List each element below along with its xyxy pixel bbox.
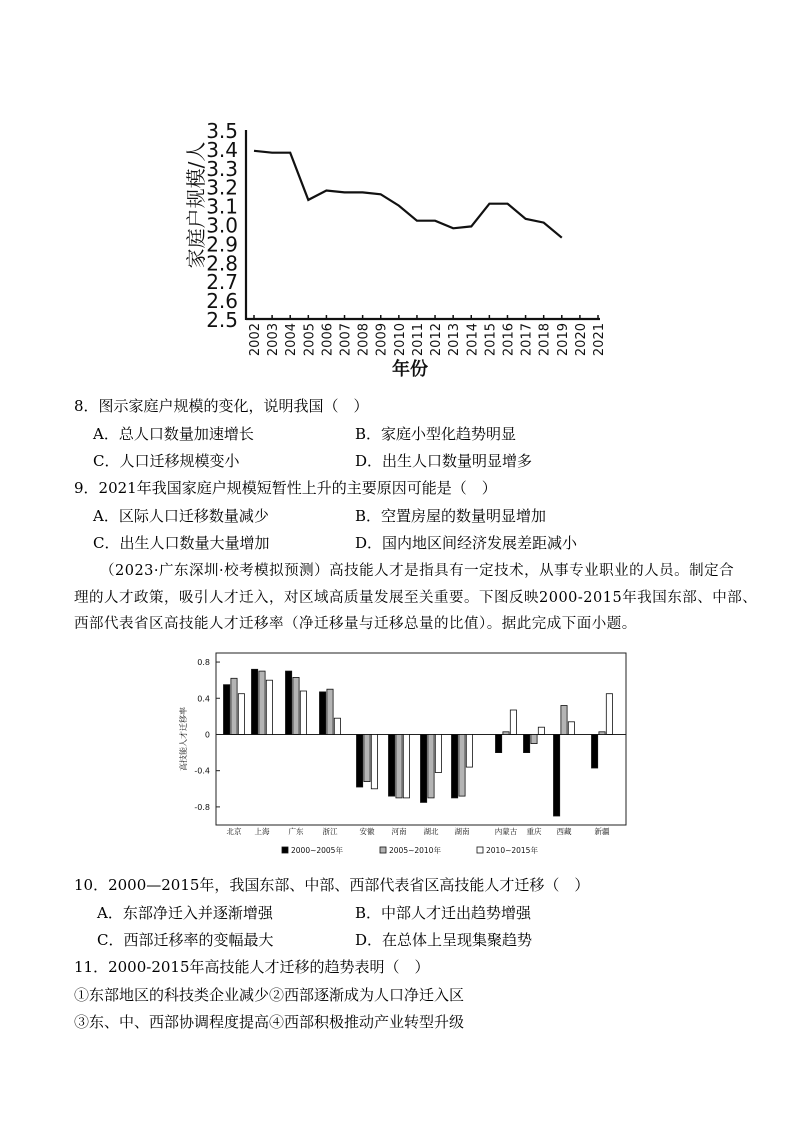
chart2-category-label: 湖南 (454, 827, 470, 836)
chart1-xtick-label: 2021 (592, 323, 607, 357)
question-9-option-b[interactable]: B．空置房屋的数量明显增加 (355, 507, 547, 525)
chart2-legend-label: 2005~2010年 (389, 846, 441, 855)
chart1-xtick-label: 2017 (519, 323, 535, 357)
household-size-chart (170, 110, 620, 385)
question-9-option-c[interactable]: C．出生人口数量大量增加 (93, 534, 270, 552)
question-8-option-a[interactable]: A．总人口数量加速增长 (93, 425, 254, 443)
chart1-xtick-label: 2005 (302, 323, 318, 357)
chart2-bar (238, 694, 244, 735)
chart2-category-label: 北京 (226, 827, 242, 836)
chart2-bar (496, 735, 502, 753)
chart2-ytick-label: -0.4 (194, 766, 210, 776)
chart2-bar (224, 685, 230, 735)
chart2-ylabel: 高技能人才迁移率 (179, 707, 188, 771)
chart2-bar (327, 689, 333, 734)
question-10-stem: 10．2000—2015年，我国东部、中部、西部代表省区高技能人才迁移（ ） (74, 876, 590, 894)
intro-line-3: 西部代表省区高技能人才迁移率（净迁移量与迁移总量的比值）。据此完成下面小题。 (74, 616, 637, 632)
chart2-bar (466, 735, 472, 768)
chart1-ytick-label: 3.0 (206, 213, 238, 238)
question-9-option-a[interactable]: A．区际人口迁移数量减少 (93, 507, 269, 525)
chart2-bar (435, 735, 441, 773)
question-8-stem: 8．图示家庭户规模的变化，说明我国（ ） (74, 397, 369, 415)
chart1-xtick-label: 2006 (320, 323, 336, 357)
household-size-line (254, 151, 562, 238)
chart2-bar (266, 680, 272, 734)
talent-migration-chart (172, 644, 632, 860)
chart1-ytick-label: 2.5 (206, 308, 238, 332)
chart1-xtick-label: 2013 (447, 323, 463, 357)
chart1-xtick-label: 2015 (483, 323, 499, 357)
question-10-option-a[interactable]: A．东部净迁入并逐渐增强 (97, 904, 273, 922)
question-11-statements-1: ①东部地区的科技类企业减少②西部逐渐成为人口净迁入区 (74, 986, 465, 1004)
chart2-category-label: 浙江 (322, 827, 338, 836)
chart2-ytick-label: 0.8 (197, 658, 210, 668)
chart2-bar (252, 669, 258, 734)
chart1-xtick-label: 2010 (392, 323, 408, 357)
chart2-category-label: 河南 (391, 827, 407, 836)
chart2-bar (286, 671, 292, 734)
question-10-option-b[interactable]: B．中部人才迁出趋势增强 (355, 904, 532, 922)
chart2-bar (357, 735, 363, 788)
chart2-bar (524, 735, 530, 753)
chart2-bar (452, 735, 458, 798)
chart1-xtick-label: 2003 (266, 323, 282, 357)
chart2-category-label: 湖北 (423, 827, 439, 836)
question-9-stem: 9．2021年我国家庭户规模短暂性上升的主要原因可能是（ ） (74, 479, 497, 497)
chart2-bar (599, 732, 605, 735)
chart2-bar (320, 692, 326, 735)
chart2-ytick-label: -0.8 (194, 802, 210, 812)
intro-line-2: 理的人才政策，吸引人才迁入，对区域高质量发展至关重要。下图反映2000-2015年我国东部、中部、 (74, 590, 758, 606)
chart2-bar (554, 735, 560, 817)
chart2-bar (510, 710, 516, 734)
chart2-bar (364, 735, 370, 782)
intro-line-1: （2023·广东深圳·校考模拟预测）高技能人才是指具有一定技术，从事专业职业的人员。制定合 (100, 563, 735, 579)
chart1-ytick-label: 3.1 (206, 194, 238, 219)
chart2-bar (606, 694, 612, 735)
chart1-xtick-label: 2018 (537, 323, 553, 357)
chart2-category-label: 新疆 (594, 827, 610, 836)
chart2-legend-swatch (477, 847, 483, 853)
question-11-stem: 11．2000-2015年高技能人才迁移的趋势表明（ ） (74, 958, 430, 976)
chart1-xtick-label: 2014 (465, 323, 481, 357)
chart2-legend-swatch (282, 847, 288, 853)
question-8-option-c[interactable]: C．人口迁移规模变小 (93, 452, 240, 470)
chart1-xtick-label: 2007 (338, 323, 354, 357)
chart1-xtick-label: 2019 (555, 323, 571, 357)
chart1-ylabel: 家庭户规模/人 (184, 141, 208, 269)
chart2-category-label: 安徽 (359, 827, 375, 836)
chart2-bar (421, 735, 427, 803)
chart1-xtick-label: 2020 (573, 323, 589, 357)
chart2-category-label: 广东 (288, 827, 304, 836)
chart2-category-label: 西藏 (556, 827, 572, 836)
chart2-bar (459, 735, 465, 797)
chart1-xtick-label: 2016 (501, 323, 517, 357)
chart1-xtick-label: 2009 (374, 323, 390, 357)
chart2-bar (531, 735, 537, 744)
chart1-xtick-label: 2008 (356, 323, 372, 357)
chart2-ytick-label: 0.4 (197, 694, 210, 704)
chart2-bar (259, 671, 265, 734)
question-8-option-b[interactable]: B．家庭小型化趋势明显 (355, 425, 517, 443)
chart1-ytick-label: 2.8 (206, 251, 238, 276)
question-10-option-c[interactable]: C．西部迁移率的变幅最大 (97, 931, 274, 949)
question-8-option-d[interactable]: D．出生人口数量明显增多 (355, 452, 533, 470)
chart2-bar (231, 678, 237, 734)
chart1-ytick-label: 3.3 (206, 156, 238, 181)
chart2-legend-label: 2000~2005年 (291, 846, 343, 855)
chart2-bar (568, 722, 574, 735)
chart2-bar (592, 735, 598, 769)
chart1-ytick-label: 3.4 (206, 137, 238, 162)
chart2-bar (389, 735, 395, 797)
chart1-ytick-label: 3.5 (206, 119, 238, 143)
chart1-xtick-label: 2011 (410, 323, 426, 357)
chart2-bar (293, 677, 299, 734)
chart1-xtick-label: 2012 (429, 323, 445, 357)
chart1-ytick-label: 2.7 (206, 270, 238, 295)
question-11-statements-2: ③东、中、西部协调程度提高④西部积极推动产业转型升级 (74, 1013, 465, 1031)
chart2-bar (300, 691, 306, 735)
question-9-option-d[interactable]: D．国内地区间经济发展差距减小 (355, 534, 578, 552)
chart1-ytick-label: 2.9 (206, 232, 238, 257)
chart2-category-label: 上海 (254, 827, 270, 836)
chart2-bar (403, 735, 409, 798)
chart1-xtick-label: 2004 (284, 323, 300, 357)
chart1-ytick-label: 2.6 (206, 289, 238, 314)
chart2-bar (371, 735, 377, 789)
chart2-bar (503, 732, 509, 735)
chart2-bar (396, 735, 402, 798)
chart2-category-label: 内蒙古 (494, 827, 518, 836)
chart2-category-label: 重庆 (526, 827, 542, 836)
chart2-legend-label: 2010~2015年 (486, 846, 538, 855)
chart1-ytick-label: 3.2 (206, 175, 238, 200)
chart2-legend-swatch (380, 847, 386, 853)
chart2-bar (561, 706, 567, 735)
chart2-bar (538, 727, 544, 734)
question-10-option-d[interactable]: D．在总体上呈现集聚趋势 (355, 931, 533, 949)
chart2-bar (334, 718, 340, 734)
chart1-xtick-label: 2002 (248, 323, 263, 357)
chart1-xlabel: 年份 (392, 359, 428, 380)
chart2-ytick-label: 0 (204, 730, 210, 740)
chart2-bar (428, 735, 434, 798)
